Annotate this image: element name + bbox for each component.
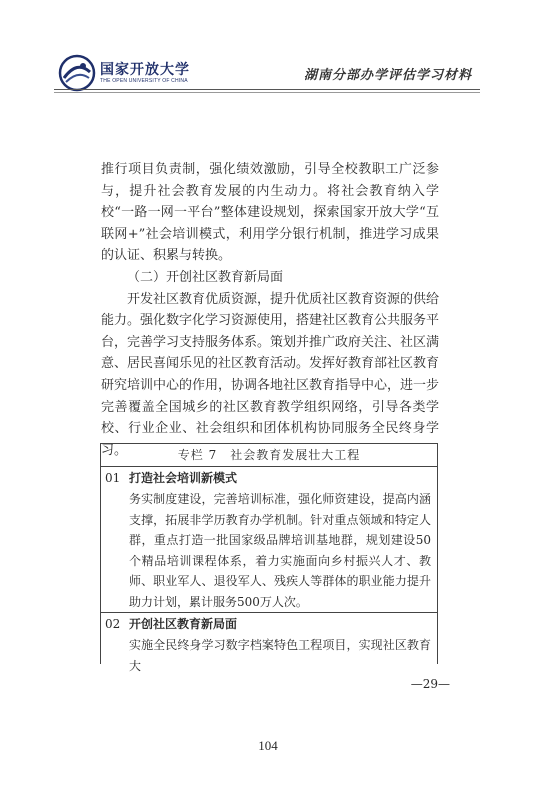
body-text: [101, 159, 439, 461]
logo-english-name: THE OPEN UNIVERSITY OF CHINA: [100, 77, 188, 84]
university-logo: [56, 52, 190, 94]
page-number: 104: [258, 738, 278, 753]
box-item-text: 务实制度建设，完善培训标准，强化师资建设，提高内涵支撑，拓展非学历教育办学机制。针对重点领域和特定人群，重点打造一批国家级品牌培训基地群，规划建设50个精品培训课程体系，着力实施面向乡村振兴人才、教师、职业军人、退役军人、残疾人等群体的职业能力提升助力计划，累计服务500万人次。: [129, 492, 431, 609]
section-subheading: （二）开创社区教育新局面: [127, 269, 284, 285]
header-rule-thin: [54, 92, 480, 93]
feature-box: [100, 443, 438, 673]
box-item-title: 打造社会培训新模式: [129, 471, 238, 485]
box-item-text: 实施全民终身学习数字档案特色工程项目，实现社区教育大: [129, 638, 431, 673]
header-title: 湖南分部办学评估学习材料: [303, 68, 472, 83]
box-item-number: 02: [105, 617, 121, 631]
inner-page-number: —29—: [410, 677, 450, 691]
box-title: 专栏 7 社会教育发展壮大工程: [101, 444, 437, 467]
paragraph-2: 开发社区教育优质资源，提升优质社区教育资源的供给能力。强化数字化学习资源使用，搭建社区教育公共服务平台，完善学习支持服务体系。策划并推广政府关注、社区满意、居民喜闻乐见的社区教育活动。发挥好教育部社区教育研究培训中心的作用，协调各地社区教育指导中心，进一步完善覆盖全国城乡的社区教育教学组织网络，引导各类学校、行业企业、社会组织和团体机构协同服务全民终身学习。: [101, 291, 440, 458]
university-emblem-icon: [56, 52, 98, 94]
logo-chinese-name: 国家开放大学: [100, 61, 190, 78]
header-rule: [54, 89, 480, 90]
box-item-heading: [101, 613, 437, 635]
box-item-heading: [101, 467, 437, 489]
box-item-number: 01: [105, 471, 121, 485]
paragraph-1: 推行项目负责制，强化绩效激励，引导全校教职工广泛参与，提升社会教育发展的内生动力。将社会教育纳入学校“一路一网一平台”整体建设规划，探索国家开放大学“互联网+”社会培训模式，利用学分银行机制，推进学习成果的认证、积累与转换。: [101, 162, 439, 264]
box-item-title: 开创社区教育新局面: [129, 617, 238, 631]
